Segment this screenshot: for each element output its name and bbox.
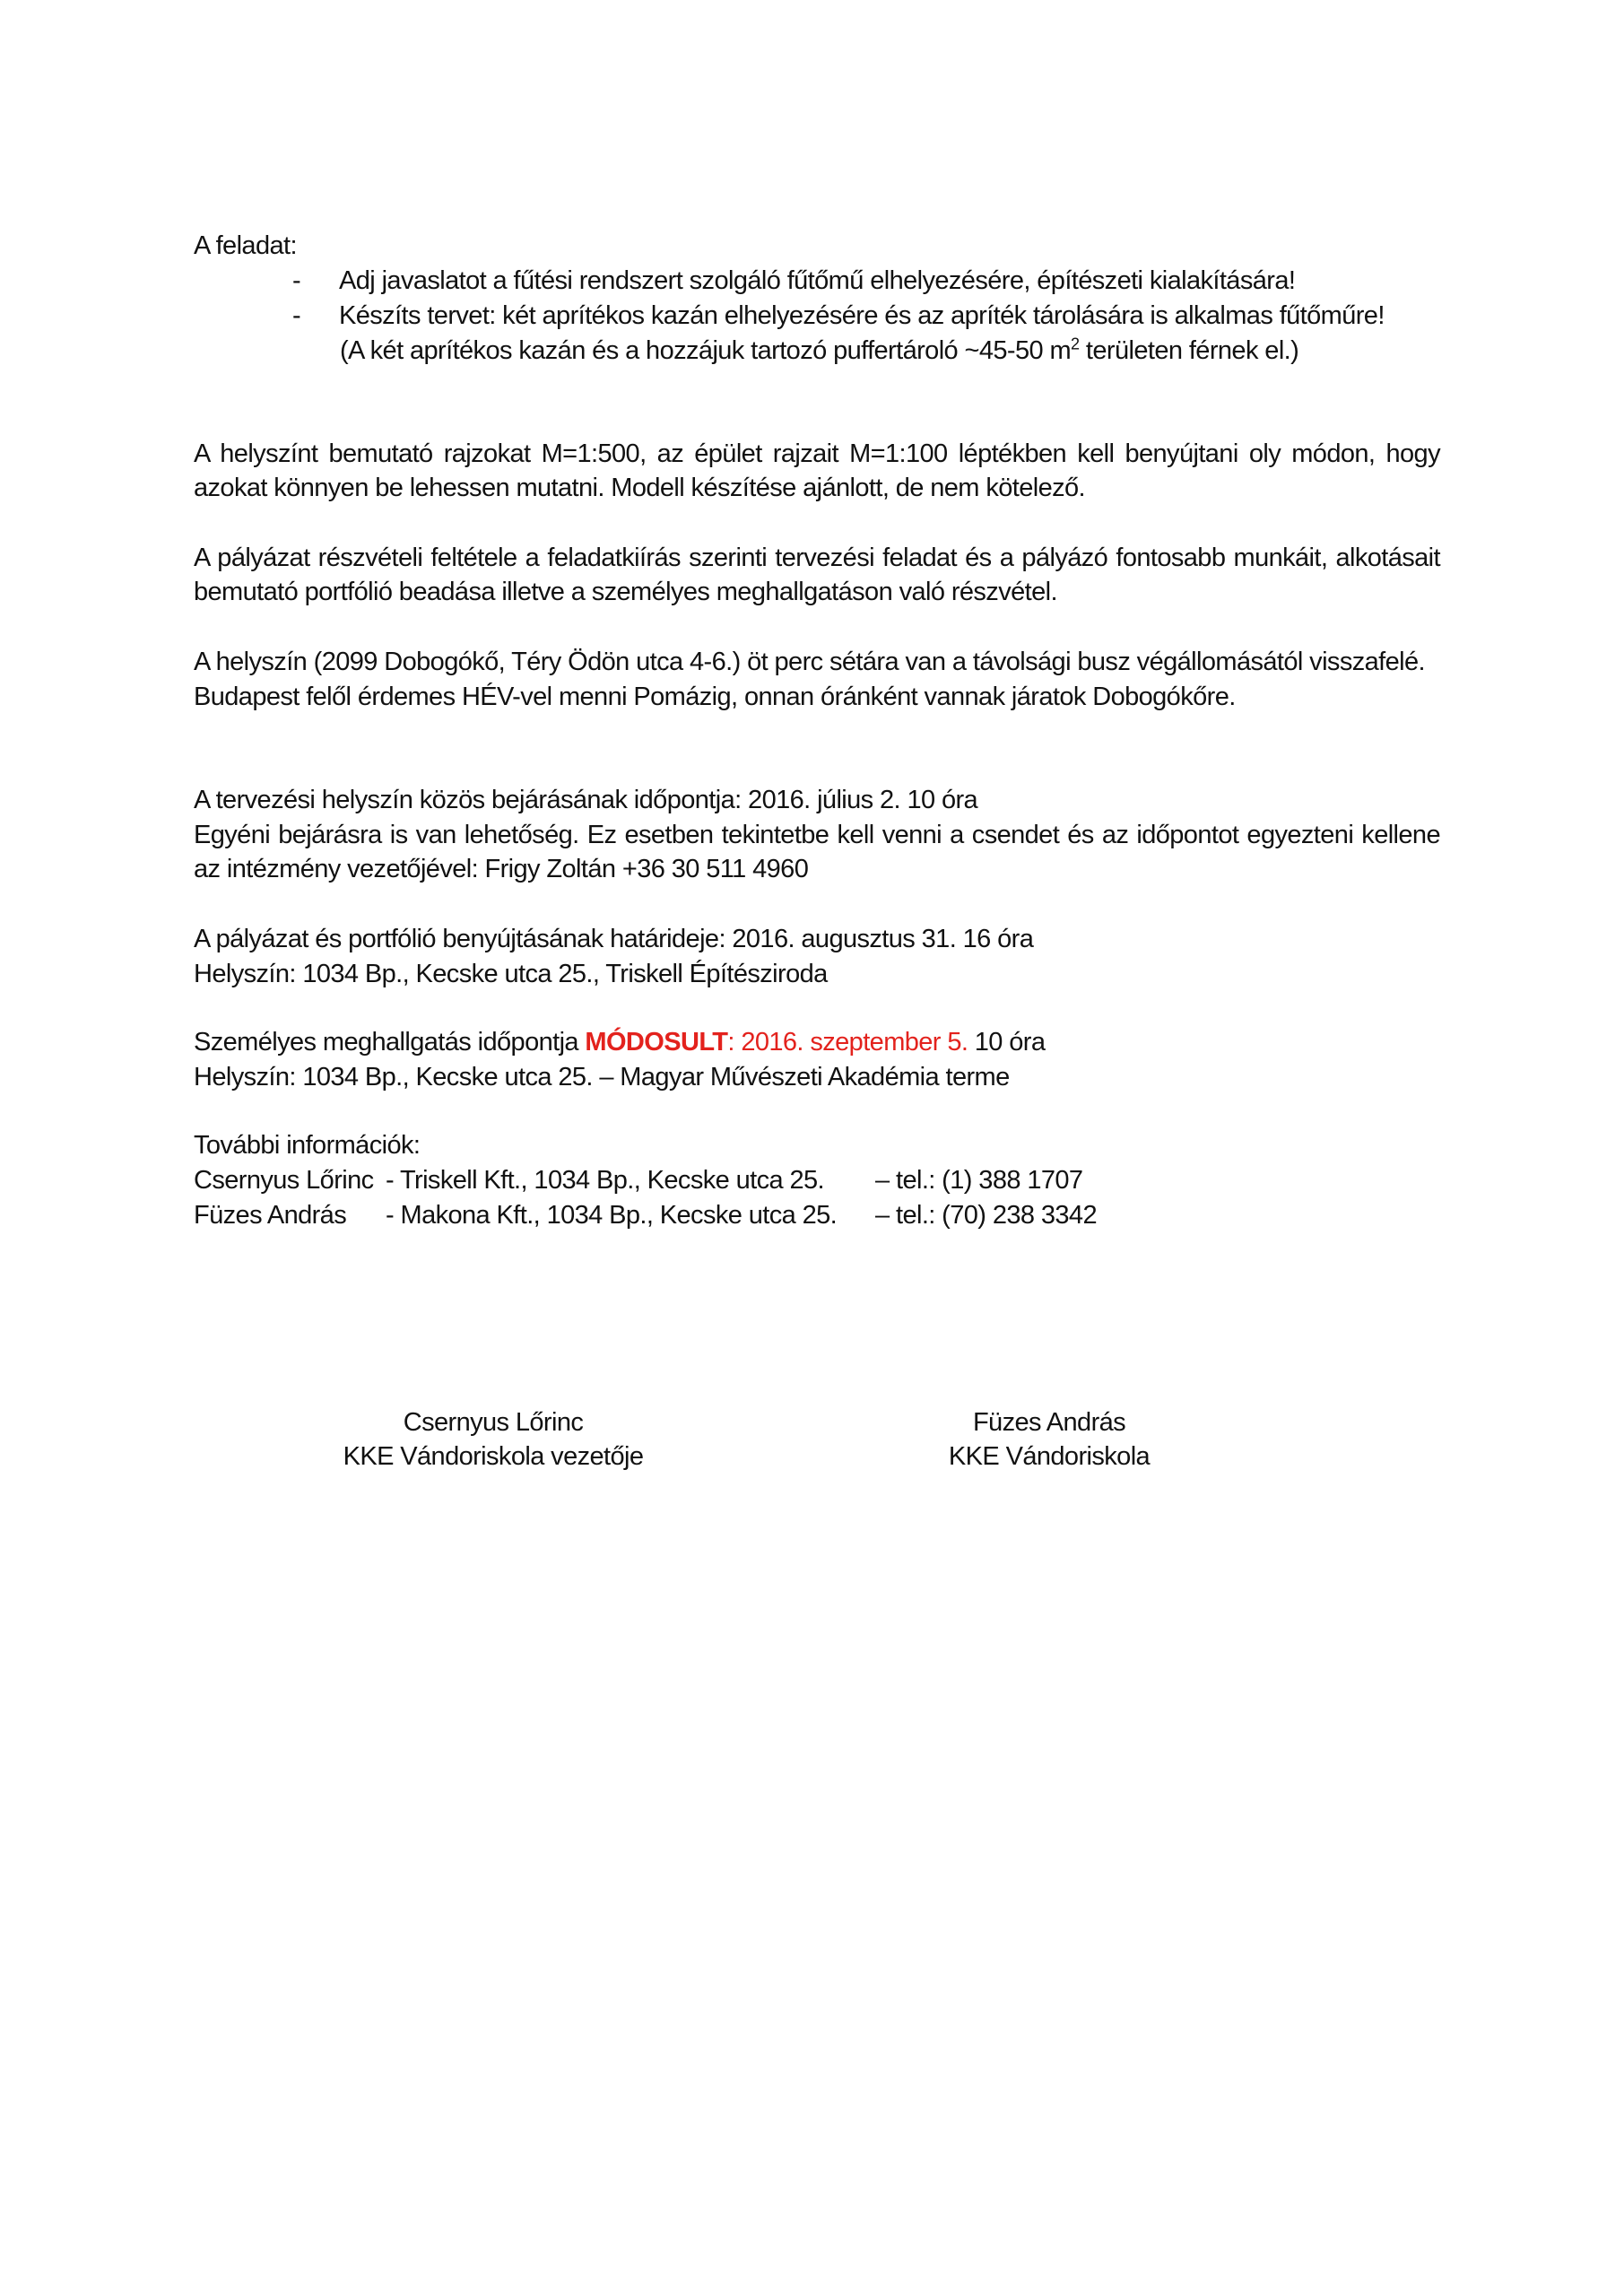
contact-org: - Triskell Kft., 1034 Bp., Kecske utca 25. bbox=[386, 1166, 824, 1195]
visit-info-paragraph: Egyéni bejárásra is van lehetőség. Ez esetben tekintetbe kell venni a csendet és az időpontot egyezteni kellene az intézmény vezetőjével: Frigy Zoltán +36 30 511 4960 bbox=[194, 821, 1440, 883]
contact-row bbox=[194, 1198, 1270, 1232]
signature-title: KKE Vándoriskola vezetője bbox=[343, 1442, 644, 1471]
task-note-sup: 2 bbox=[1071, 335, 1080, 353]
signature-name: Füzes András bbox=[972, 1408, 1126, 1437]
hearing-prefix: Személyes meghallgatás időpontja bbox=[194, 1028, 586, 1057]
task-note-text bbox=[340, 334, 1298, 368]
hearing-place-line: Helyszín: 1034 Bp., Kecske utca 25. – Magyar Művészeti Akadémia terme bbox=[194, 1063, 1010, 1091]
task-note-before: (A két aprítékos kazán és a hozzájuk tartozó puffertároló ~45-50 m bbox=[340, 336, 1072, 365]
bullet-marker: - bbox=[292, 266, 301, 295]
bullet-marker: - bbox=[292, 301, 301, 330]
signature-block bbox=[305, 1405, 682, 1474]
location-line: A helyszín (2099 Dobogókő, Téry Ödön utca 4-6.) öt perc sétára van a távolsági busz végállomásától visszafelé. bbox=[194, 648, 1425, 676]
bullet-text: Készíts tervet: két aprítékos kazán elhelyezésére és az apríték tárolására is alkalmas fűtőműre! bbox=[339, 301, 1385, 330]
signature-block bbox=[897, 1405, 1202, 1474]
task-note-after: területen férnek el.) bbox=[1079, 336, 1299, 365]
drawings-paragraph: A helyszínt bemutató rajzokat M=1:500, az épület rajzait M=1:100 léptékben kell benyújtani oly módon, hogy azokat könnyen be lehessen mutatni. Modell készítése ajánlott, de nem kötelező. bbox=[194, 439, 1440, 502]
contacts-heading: További információk: bbox=[194, 1131, 421, 1160]
deadline-place-line: Helyszín: 1034 Bp., Kecske utca 25., Triskell Építésziroda bbox=[194, 960, 828, 988]
hearing-line bbox=[194, 1025, 1440, 1059]
task-heading: A feladat: bbox=[194, 231, 297, 260]
location-line: Budapest felől érdemes HÉV-vel menni Pomázig, onnan óránként vannak járatok Dobogókőre. bbox=[194, 683, 1236, 711]
hearing-modified-label: MÓDOSULT bbox=[585, 1028, 728, 1057]
contact-org: - Makona Kft., 1034 Bp., Kecske utca 25. bbox=[386, 1201, 838, 1230]
hearing-suffix: 10 óra bbox=[968, 1028, 1046, 1057]
contact-phone: – tel.: (1) 388 1707 bbox=[875, 1166, 1083, 1195]
hearing-new-date: : 2016. szeptember 5. bbox=[727, 1028, 968, 1057]
contact-name: Füzes András bbox=[194, 1201, 347, 1230]
deadline-line: A pályázat és portfólió benyújtásának határideje: 2016. augusztus 31. 16 óra bbox=[194, 925, 1034, 953]
condition-paragraph: A pályázat részvételi feltétele a feladatkiírás szerinti tervezési feladat és a pályázó fontosabb munkáit, alkotásait bemutató portfólió beadása illetve a személyes meghallgatáson való részvétel. bbox=[194, 544, 1440, 606]
signature-name: Csernyus Lőrinc bbox=[403, 1408, 584, 1437]
contact-row bbox=[194, 1163, 1270, 1197]
visit-date-line: A tervezési helyszín közös bejárásának időpontja: 2016. július 2. 10 óra bbox=[194, 786, 978, 814]
signature-title: KKE Vándoriskola bbox=[948, 1442, 1151, 1471]
bullet-text: Adj javaslatot a fűtési rendszert szolgáló fűtőmű elhelyezésére, építészeti kialakítására! bbox=[339, 266, 1296, 295]
contact-phone: – tel.: (70) 238 3342 bbox=[875, 1201, 1097, 1230]
contact-name: Csernyus Lőrinc bbox=[194, 1166, 374, 1195]
